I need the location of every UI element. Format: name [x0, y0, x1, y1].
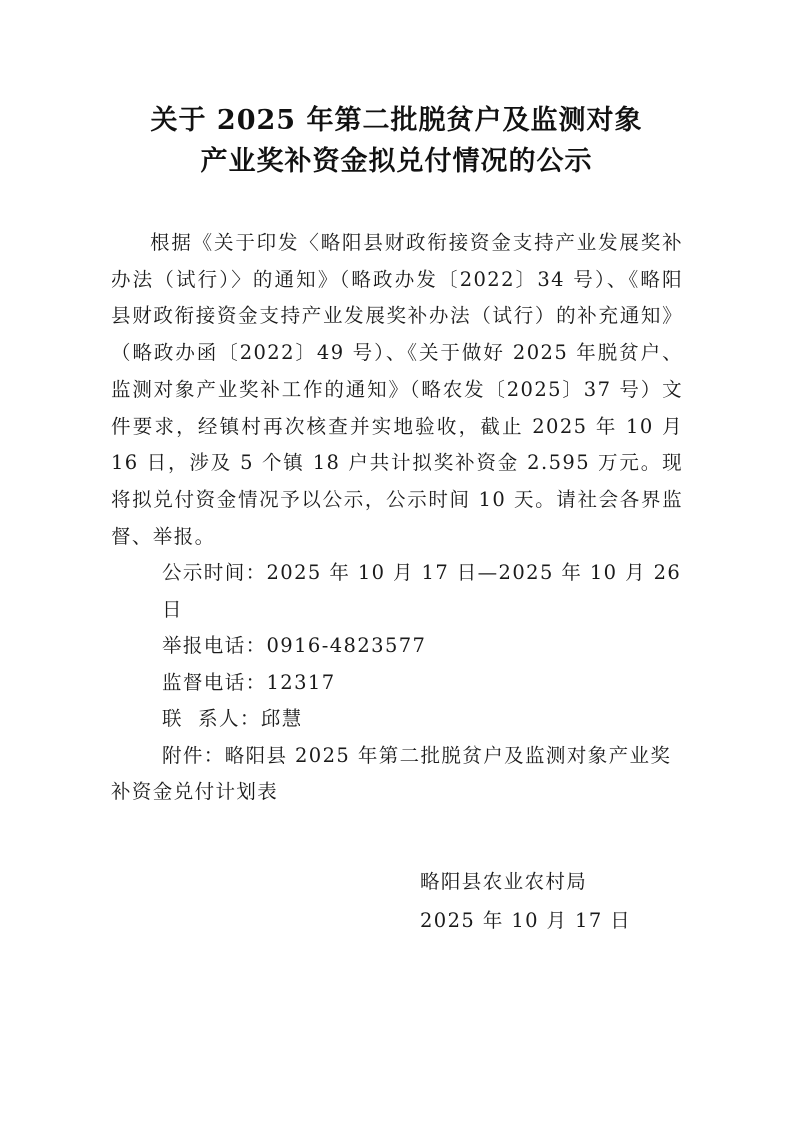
document-body: [111, 225, 683, 811]
contact-person: 联 系人：邱慧: [162, 707, 303, 731]
issuing-organization: 略阳县农业农村局: [420, 870, 588, 893]
document-title-line-1: 关于 2025 年第二批脱贫户及监测对象: [150, 105, 643, 136]
publicity-period: 公示时间：2025 年 10 月 17 日—2025 年 10 月 26 日: [162, 561, 682, 621]
notice-info-block: [111, 555, 683, 811]
report-phone: 举报电话：0916-4823577: [162, 634, 427, 658]
body-paragraph: 根据《关于印发〈略阳县财政衔接资金支持产业发展奖补办法（试行）〉的通知》（略政办发〔2022〕34 号）、《略阳县财政衔接资金支持产业发展奖补办法（试行）的补充通知》（略政办函〔2022〕49 号）、《关于做好 2025 年脱贫户、监测对象产业奖补工作的通知》（略农发〔2025〕37 号）文件要求，经镇村再次核查并实地验收，截止 2025 年 10 月 16 日，涉及 5 个镇 18 户共计拟奖补资金 2.595 万元。现将拟兑付资金情况予以公示，公示时间 10 天。请社会各界监督、举报。: [111, 231, 683, 548]
attachment-note: 附件：略阳县 2025 年第二批脱贫户及监测对象产业奖补资金兑付计划表: [111, 743, 672, 804]
issue-date: 2025 年 10 月 17 日: [420, 909, 632, 932]
document-title-line-2: 产业奖补资金拟兑付情况的公示: [200, 146, 593, 177]
supervision-phone: 监督电话：12317: [162, 670, 336, 694]
